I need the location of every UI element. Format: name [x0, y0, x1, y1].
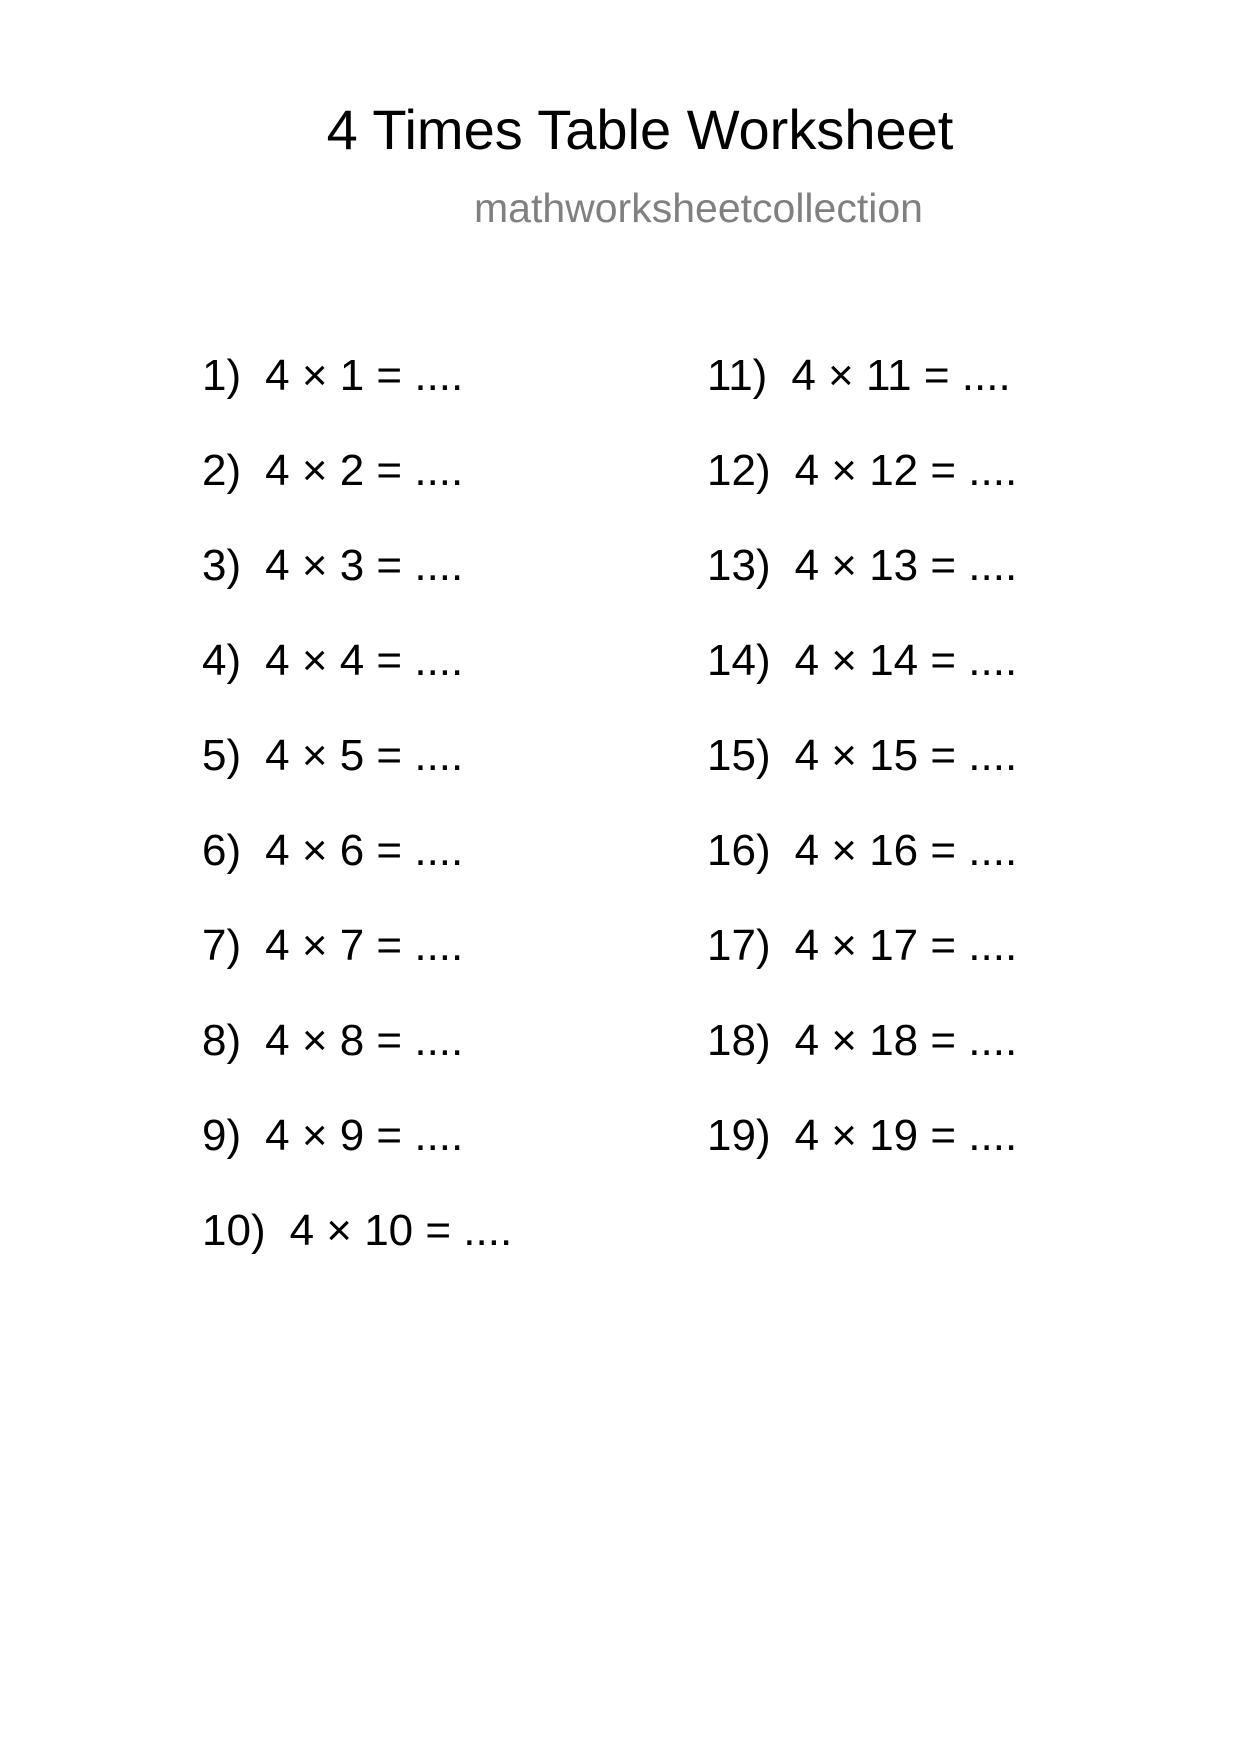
- problem-item: [707, 635, 1017, 730]
- problem-expression: 4 × 10 = ....: [289, 1206, 513, 1255]
- problem-expression: 4 × 4 = ....: [265, 636, 464, 685]
- problem-number: 8): [202, 1016, 242, 1065]
- problem-expression: 4 × 2 = ....: [265, 446, 464, 495]
- problem-expression: 4 × 17 = ....: [794, 921, 1018, 970]
- problem-number: 9): [202, 1111, 242, 1160]
- problem-item: [202, 350, 512, 445]
- problem-item: [707, 540, 1017, 635]
- problem-expression: 4 × 6 = ....: [265, 826, 464, 875]
- problem-item: [202, 730, 512, 825]
- problem-number: 2): [202, 446, 242, 495]
- problem-item: [202, 445, 512, 540]
- page-title: 4 Times Table Worksheet: [326, 98, 954, 161]
- problem-expression: 4 × 15 = ....: [794, 731, 1018, 780]
- problem-number: 1): [202, 351, 242, 400]
- problem-item: [202, 1110, 512, 1205]
- problem-item: [707, 730, 1017, 825]
- problem-item: [202, 920, 512, 1015]
- problem-number: 16): [707, 826, 771, 875]
- problem-expression: 4 × 7 = ....: [265, 921, 464, 970]
- page-subtitle: mathworksheetcollection: [474, 185, 923, 231]
- problem-number: 4): [202, 636, 242, 685]
- problem-number: 15): [707, 731, 771, 780]
- problem-number: 5): [202, 731, 242, 780]
- problem-item: [202, 635, 512, 730]
- problem-number: 12): [707, 446, 771, 495]
- problem-expression: 4 × 16 = ....: [794, 826, 1018, 875]
- problem-expression: 4 × 5 = ....: [265, 731, 464, 780]
- problem-item: [707, 825, 1017, 920]
- problem-expression: 4 × 19 = ....: [794, 1111, 1018, 1160]
- problem-expression: 4 × 11 = ....: [791, 351, 1011, 400]
- problem-column-right: [707, 350, 1017, 1205]
- problem-item: [202, 540, 512, 635]
- problem-item: [202, 1205, 512, 1300]
- problem-number: 18): [707, 1016, 771, 1065]
- problem-number: 14): [707, 636, 771, 685]
- problem-number: 19): [707, 1111, 771, 1160]
- problem-number: 3): [202, 541, 242, 590]
- problem-item: [707, 350, 1017, 445]
- problem-item: [707, 1015, 1017, 1110]
- problem-expression: 4 × 13 = ....: [794, 541, 1018, 590]
- problem-number: 13): [707, 541, 771, 590]
- problem-item: [707, 445, 1017, 540]
- problem-item: [202, 1015, 512, 1110]
- problem-column-left: [202, 350, 512, 1300]
- problem-number: 10): [202, 1206, 266, 1255]
- problem-expression: 4 × 9 = ....: [265, 1111, 464, 1160]
- problem-expression: 4 × 3 = ....: [265, 541, 464, 590]
- problem-number: 7): [202, 921, 242, 970]
- problem-number: 11): [707, 351, 768, 400]
- problem-item: [707, 920, 1017, 1015]
- problem-number: 17): [707, 921, 771, 970]
- problem-expression: 4 × 12 = ....: [794, 446, 1018, 495]
- problem-number: 6): [202, 826, 242, 875]
- problem-expression: 4 × 18 = ....: [794, 1016, 1018, 1065]
- problem-item: [707, 1110, 1017, 1205]
- problem-expression: 4 × 1 = ....: [265, 351, 464, 400]
- problem-expression: 4 × 14 = ....: [794, 636, 1018, 685]
- problem-expression: 4 × 8 = ....: [265, 1016, 464, 1065]
- problem-item: [202, 825, 512, 920]
